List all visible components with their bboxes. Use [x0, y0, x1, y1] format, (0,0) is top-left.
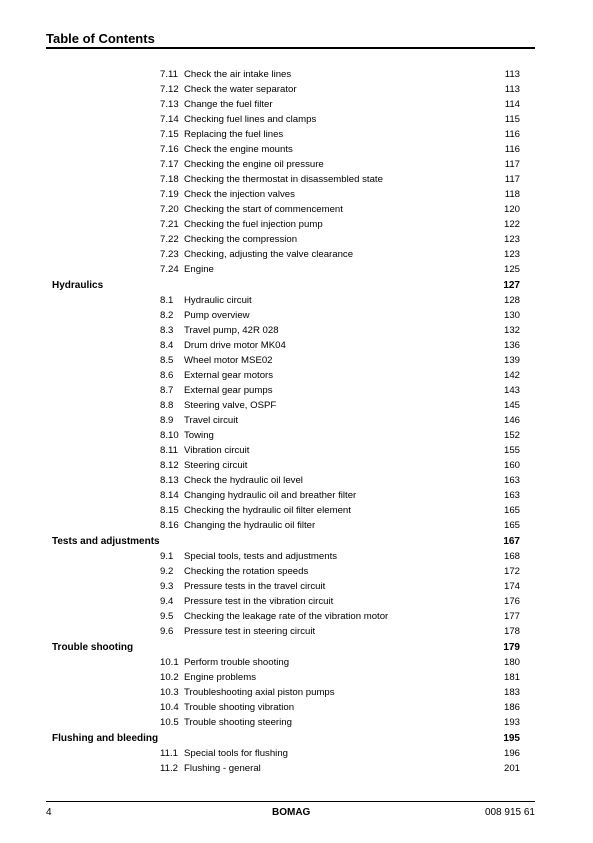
toc-entry-title: Check the hydraulic oil level	[184, 475, 303, 486]
toc-entry-title: Checking the leakage rate of the vibration motor	[184, 611, 389, 622]
toc-entry-row[interactable]	[0, 624, 593, 639]
toc-page-number: 195	[503, 733, 520, 744]
toc-entry-row[interactable]	[0, 383, 593, 398]
toc-entry-title: Flushing - general	[184, 763, 261, 774]
toc-chapter-row[interactable]	[0, 533, 593, 549]
toc-page-number: 146	[503, 415, 520, 426]
footer-doc-number: 008 915 61	[484, 807, 535, 818]
toc-entry-number: 7.24	[160, 264, 179, 275]
toc-entry-row[interactable]	[0, 458, 593, 473]
toc-page-number: 114	[504, 99, 520, 110]
toc-chapter-title: Hydraulics	[52, 280, 104, 291]
toc-page-number: 181	[503, 672, 520, 683]
toc-page-number: 179	[503, 642, 520, 653]
toc-entry-row[interactable]	[0, 518, 593, 533]
toc-entry-title: Change the fuel filter	[184, 99, 273, 110]
toc-entry-title: Checking, adjusting the valve clearance	[184, 249, 354, 260]
toc-entry-number: 10.1	[160, 657, 179, 668]
toc-entry-row[interactable]	[0, 443, 593, 458]
toc-page-number: 167	[503, 536, 520, 547]
toc-entry-number: 8.12	[160, 460, 179, 471]
toc-entry-row[interactable]	[0, 473, 593, 488]
toc-entry-number: 7.12	[160, 84, 179, 95]
toc-entry-title: Drum drive motor MK04	[184, 340, 286, 351]
toc-entry-title: Special tools, tests and adjustments	[184, 551, 338, 562]
toc-entry-number: 7.13	[160, 99, 179, 110]
toc-entry-number: 8.1	[160, 295, 174, 306]
toc-entry-row[interactable]	[0, 564, 593, 579]
toc-entry-row[interactable]	[0, 488, 593, 503]
toc-entry-number: 7.19	[160, 189, 179, 200]
toc-entry-row[interactable]	[0, 715, 593, 730]
toc-entry-title: Checking the compression	[184, 234, 298, 245]
toc-entry-title: Engine	[184, 264, 214, 275]
toc-page-number: 196	[503, 748, 520, 759]
toc-entry-number: 7.22	[160, 234, 179, 245]
toc-entry-title: Checking the rotation speeds	[184, 566, 309, 577]
toc-entry-number: 9.1	[160, 551, 174, 562]
toc-page-number: 177	[503, 611, 520, 622]
toc-entry-row[interactable]	[0, 428, 593, 443]
toc-entry-row[interactable]	[0, 142, 593, 157]
toc-entry-title: Steering circuit	[184, 460, 248, 471]
toc-entry-title: Checking the thermostat in disassembled state	[184, 174, 383, 185]
toc-entry-row[interactable]	[0, 293, 593, 308]
toc-page-number: 113	[504, 69, 520, 80]
toc-entry-number: 8.16	[160, 520, 179, 531]
toc-chapter-title: Flushing and bleeding	[52, 733, 159, 744]
toc-page-number: 120	[503, 204, 520, 215]
toc-entry-row[interactable]	[0, 112, 593, 127]
toc-page-number: 113	[504, 84, 520, 95]
toc-page-number: 172	[503, 566, 520, 577]
toc-page-number: 123	[503, 234, 520, 245]
toc-page-number: 123	[503, 249, 520, 260]
toc-entry-number: 7.17	[160, 159, 179, 170]
toc-page-number: 115	[504, 114, 520, 125]
toc-entry-number: 8.10	[160, 430, 179, 441]
toc-entry-title: Changing the hydraulic oil filter	[184, 520, 316, 531]
footer-brand: BOMAG	[272, 807, 311, 818]
toc-page-number: 130	[503, 310, 520, 321]
toc-entry-row[interactable]	[0, 761, 593, 776]
toc-page-number: 160	[503, 460, 520, 471]
toc-page-number: 136	[503, 340, 520, 351]
toc-page-number: 152	[503, 430, 520, 441]
toc-chapter-row[interactable]	[0, 277, 593, 293]
toc-entry-row[interactable]	[0, 353, 593, 368]
toc-entry-title: Check the injection valves	[184, 189, 295, 200]
toc-entry-row[interactable]	[0, 700, 593, 715]
toc-entry-title: Checking the hydraulic oil filter element	[184, 505, 351, 516]
toc-entry-row[interactable]	[0, 187, 593, 202]
toc-page-number: 163	[503, 475, 520, 486]
toc-chapter-row[interactable]	[0, 730, 593, 746]
toc-entry-title: Check the air intake lines	[184, 69, 292, 80]
toc-entry-row[interactable]	[0, 594, 593, 609]
toc-entry-row[interactable]	[0, 232, 593, 247]
toc-entry-title: Towing	[184, 430, 214, 441]
toc-page-number: 163	[503, 490, 520, 501]
toc-page-number: 127	[503, 280, 520, 291]
toc-entry-number: 7.14	[160, 114, 179, 125]
toc-entry-row[interactable]	[0, 247, 593, 262]
toc-page-number: 183	[503, 687, 520, 698]
toc-entry-title: Steering valve, OSPF	[184, 400, 277, 411]
toc-entry-number: 8.14	[160, 490, 179, 501]
toc-entry-row[interactable]	[0, 308, 593, 323]
table-of-contents	[0, 67, 593, 776]
toc-page-number: 118	[504, 189, 520, 200]
toc-entry-number: 8.13	[160, 475, 179, 486]
toc-entry-title: Changing hydraulic oil and breather filter	[184, 490, 357, 501]
toc-page-number: 117	[504, 174, 520, 185]
toc-entry-number: 8.5	[160, 355, 174, 366]
toc-entry-row[interactable]	[0, 172, 593, 187]
toc-page-number: 132	[503, 325, 520, 336]
toc-entry-number: 8.9	[160, 415, 174, 426]
toc-entry-title: Replacing the fuel lines	[184, 129, 284, 140]
toc-entry-row[interactable]	[0, 127, 593, 142]
toc-entry-number: 9.2	[160, 566, 174, 577]
toc-entry-number: 8.11	[160, 445, 178, 456]
toc-entry-number: 7.23	[160, 249, 179, 260]
toc-entry-row[interactable]	[0, 338, 593, 353]
toc-entry-title: Checking the fuel injection pump	[184, 219, 323, 230]
toc-page-number: 174	[503, 581, 520, 592]
toc-entry-title: Checking the start of commencement	[184, 204, 343, 215]
toc-entry-number: 8.8	[160, 400, 174, 411]
toc-entry-title: Special tools for flushing	[184, 748, 288, 759]
toc-page-number: 168	[503, 551, 520, 562]
toc-entry-number: 10.3	[160, 687, 179, 698]
header-rule	[46, 47, 535, 49]
footer-page-number: 4	[46, 807, 52, 818]
toc-entry-title: Vibration circuit	[184, 445, 250, 456]
toc-page-number: 193	[503, 717, 520, 728]
toc-entry-row[interactable]	[0, 670, 593, 685]
toc-entry-number: 10.2	[160, 672, 179, 683]
toc-entry-row[interactable]	[0, 157, 593, 172]
toc-entry-row[interactable]	[0, 413, 593, 428]
toc-entry-number: 11.1	[160, 748, 178, 759]
toc-chapter-title: Tests and adjustments	[52, 536, 160, 547]
toc-entry-title: Travel circuit	[184, 415, 239, 426]
toc-entry-row[interactable]	[0, 609, 593, 624]
toc-entry-number: 11.2	[160, 763, 178, 774]
toc-entry-title: Checking fuel lines and clamps	[184, 114, 317, 125]
toc-page-number: 116	[504, 144, 520, 155]
toc-entry-number: 8.4	[160, 340, 174, 351]
toc-entry-title: Pressure test in steering circuit	[184, 626, 316, 637]
toc-chapter-title: Trouble shooting	[52, 642, 134, 653]
toc-entry-row[interactable]	[0, 323, 593, 338]
toc-entry-number: 9.3	[160, 581, 174, 592]
toc-entry-number: 8.6	[160, 370, 174, 381]
toc-page-number: 128	[503, 295, 520, 306]
toc-entry-title: Pressure tests in the travel circuit	[184, 581, 326, 592]
toc-entry-title: Wheel motor MSE02	[184, 355, 273, 366]
toc-entry-number: 9.4	[160, 596, 174, 607]
toc-entry-row[interactable]	[0, 579, 593, 594]
toc-chapter-row[interactable]	[0, 639, 593, 655]
toc-entry-row[interactable]	[0, 202, 593, 217]
toc-entry-title: Pressure test in the vibration circuit	[184, 596, 334, 607]
toc-page-number: 139	[503, 355, 520, 366]
toc-entry-title: External gear pumps	[184, 385, 273, 396]
toc-entry-title: External gear motors	[184, 370, 274, 381]
toc-page-number: 201	[503, 763, 520, 774]
toc-entry-row[interactable]	[0, 97, 593, 112]
toc-page-number: 165	[503, 520, 520, 531]
toc-page-number: 155	[503, 445, 520, 456]
toc-entry-title: Check the engine mounts	[184, 144, 293, 155]
toc-entry-title: Pump overview	[184, 310, 250, 321]
toc-entry-row[interactable]	[0, 368, 593, 383]
toc-entry-title: Trouble shooting vibration	[184, 702, 295, 713]
toc-entry-number: 7.16	[160, 144, 179, 155]
toc-entry-row[interactable]	[0, 262, 593, 277]
toc-entry-row[interactable]	[0, 746, 593, 761]
toc-page-number: 145	[503, 400, 520, 411]
toc-entry-number: 9.5	[160, 611, 174, 622]
toc-entry-row[interactable]	[0, 685, 593, 700]
toc-entry-number: 8.15	[160, 505, 179, 516]
toc-entry-row[interactable]	[0, 82, 593, 97]
toc-page-number: 165	[503, 505, 520, 516]
toc-page-number: 186	[503, 702, 520, 713]
toc-page-number: 142	[503, 370, 520, 381]
toc-page-number: 180	[503, 657, 520, 668]
toc-entry-row[interactable]	[0, 655, 593, 670]
toc-page-number: 176	[503, 596, 520, 607]
toc-entry-title: Travel pump, 42R 028	[184, 325, 279, 336]
toc-entry-number: 7.11	[160, 69, 178, 80]
footer-rule	[46, 801, 535, 802]
toc-entry-title: Perform trouble shooting	[184, 657, 290, 668]
toc-page-number: 122	[503, 219, 520, 230]
toc-entry-number: 10.4	[160, 702, 179, 713]
toc-page-number: 125	[503, 264, 520, 275]
toc-entry-title: Troubleshooting axial piston pumps	[184, 687, 335, 698]
toc-page-number: 116	[504, 129, 520, 140]
toc-entry-number: 7.18	[160, 174, 179, 185]
toc-entry-title: Check the water separator	[184, 84, 297, 95]
toc-entry-title: Checking the engine oil pressure	[184, 159, 324, 170]
toc-entry-row[interactable]	[0, 503, 593, 518]
toc-entry-row[interactable]	[0, 67, 593, 82]
toc-entry-title: Engine problems	[184, 672, 256, 683]
toc-entry-number: 10.5	[160, 717, 179, 728]
toc-entry-number: 9.6	[160, 626, 174, 637]
page-title: Table of Contents	[46, 31, 155, 46]
toc-entry-number: 8.3	[160, 325, 174, 336]
toc-entry-number: 7.15	[160, 129, 179, 140]
toc-page-number: 178	[503, 626, 520, 637]
toc-entry-row[interactable]	[0, 549, 593, 564]
toc-page-number: 143	[503, 385, 520, 396]
toc-entry-row[interactable]	[0, 217, 593, 232]
toc-page-number: 117	[504, 159, 520, 170]
toc-entry-title: Trouble shooting steering	[184, 717, 292, 728]
toc-entry-number: 7.21	[160, 219, 179, 230]
toc-entry-number: 7.20	[160, 204, 179, 215]
toc-entry-title: Hydraulic circuit	[184, 295, 252, 306]
toc-entry-row[interactable]	[0, 398, 593, 413]
toc-entry-number: 8.7	[160, 385, 174, 396]
toc-entry-number: 8.2	[160, 310, 174, 321]
